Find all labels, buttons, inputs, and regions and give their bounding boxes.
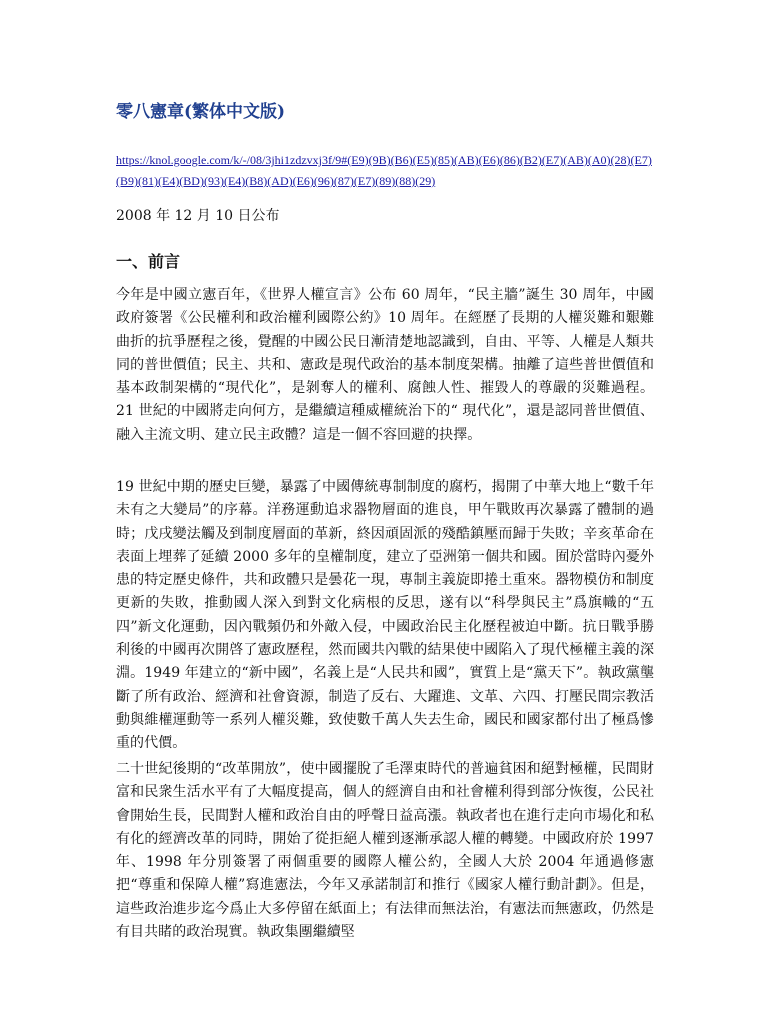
source-url-link[interactable]: https://knol.google.com/k/-/08/3jhi1zdzvxj3f/9#(E9)(9B)(B6)(E5)(85)(AB)(E6)(86)(B2)(E7)(AB)(A0)(28)(E7)(B9)(81)(E4)(BD)(93)(E4)(B8)(AD)(E6)(96)(87)(E7)(89)(88)(29) [116, 153, 652, 188]
paragraph: 二十世紀後期的“改革開放”，使中國擺脫了毛澤東時代的普遍貧困和絕對極權，民間財富和民衆生活水平有了大幅度提高，個人的經濟自由和社會權利得到部分恢復，公民社會開始生長，民間對人權和政治自由的呼聲日益高漲。執政者也在進行走向市場化和私有化的經濟改革的同時，開始了從拒絕人權到逐漸承認人權的轉變。中國政府於 1997 年、1998 年分別簽署了兩個重要的國際人權公約，全國人大於 2004 年通過修憲把“尊重和保障人權”寫進憲法，今年又承諾制訂和推行《國家人權行動計劃》。但是，這些政治進步迄今爲止大多停留在紙面上；有法律而無法治，有憲法而無憲政，仍然是有目共睹的政治現實。執政集團繼續堅 [116, 761, 654, 941]
publish-date: 2008 年 12 月 10 日公布 [116, 208, 280, 224]
paragraph: 19 世紀中期的歷史巨變，暴露了中國傳統專制制度的腐朽，揭開了中華大地上“數千年未有之大變局”的序幕。洋務運動追求器物層面的進良，甲午戰敗再次暴露了體制的過時；戊戌變法觸及到制度層面的革新，終因頑固派的殘酷鎮壓而歸于失敗；辛亥革命在表面上埋葬了延續 2000 多年的皇權制度，建立了亞洲第一個共和國。囿於當時內憂外患的特定歷史條件，共和政體只是曇花一現，專制主義旋即捲土重來。器物模仿和制度更新的失敗，推動國人深入到對文化病根的反思，遂有以“科學與民主”爲旗幟的“五四”新文化運動，因內戰頻仍和外敵入侵，中國政治民主化歷程被迫中斷。抗日戰爭勝利後的中國再次開啓了憲政歷程，然而國共內戰的結果使中國陷入了現代極權主義的深淵。1949 年建立的“新中國”，名義上是“人民共和國”，實質上是“黨天下”。執政黨壟斷了所有政治、經濟和社會資源，制造了反右、大躍進、文革、六四、打壓民間宗教活動與維權運動等一系列人權災難，致使數千萬人失去生命，國民和國家都付出了極爲慘重的代價。 [116, 479, 654, 752]
paragraph: 今年是中國立憲百年，《世界人權宣言》公布 60 周年，“民主牆”誕生 30 周年，中國政府簽署《公民權利和政治權利國際公約》10 周年。在經歷了長期的人權災難和艱難曲折的抗爭歷程之後，覺醒的中國公民日漸清楚地認識到，自由、平等、人權是人類共同的普世價值；民主、共和、憲政是現代政治的基本制度架構。抽離了這些普世價值和基本政制架構的“現代化”，是剝奪人的權利、腐蝕人性、摧毀人的尊嚴的災難過程。21 世紀的中國將走向何方，是繼續這種威權統治下的“ 現代化”，還是認同普世價值、融入主流文明、建立民主政體？這是一個不容回避的抉擇。 [116, 287, 654, 443]
section-heading-preface: 一、前言 [116, 252, 181, 271]
document-title: 零八憲章(繁体中文版) [116, 102, 286, 122]
